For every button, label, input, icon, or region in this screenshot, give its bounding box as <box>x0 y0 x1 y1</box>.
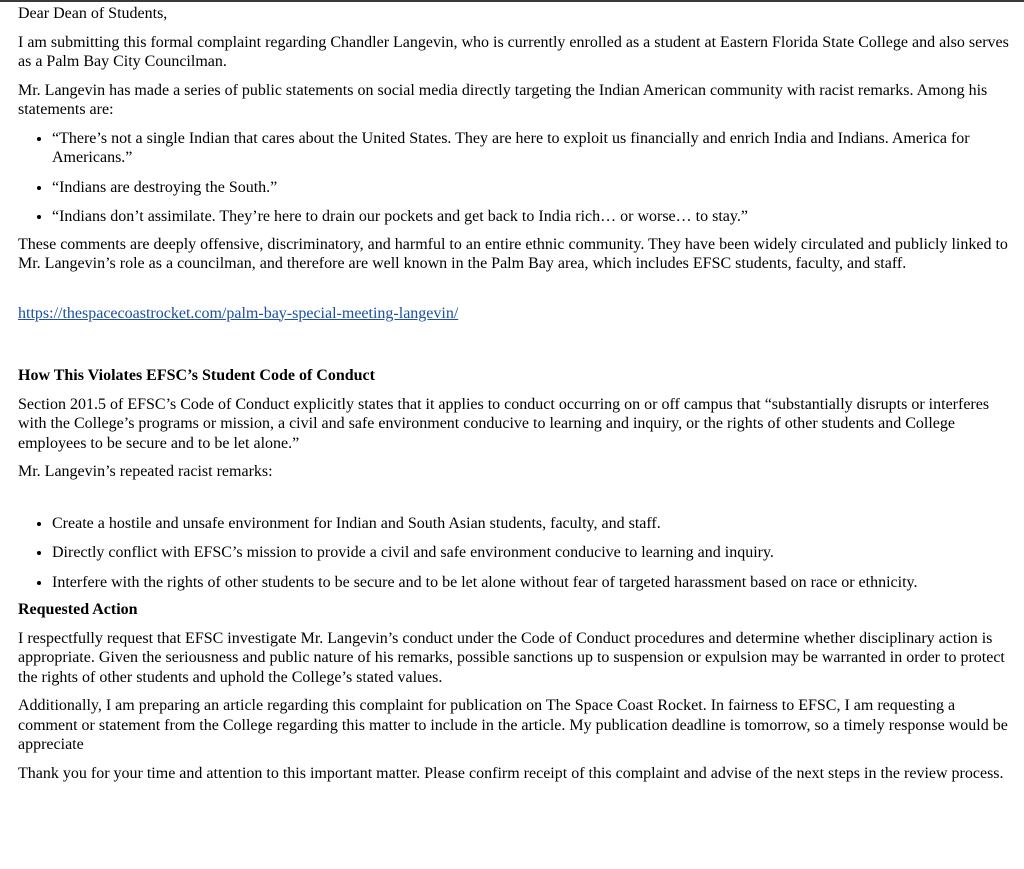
letter-body <box>18 4 1012 792</box>
article-paragraph: Additionally, I am preparing an article regarding this complaint for publication on The Space Coast Rocket. In fairness to EFSC, I am requesting a comment or statement from the College regarding this matter to include in the article. My publication deadline is tomorrow, so a timely response would be appreciate <box>18 697 1008 753</box>
top-border <box>0 0 1024 2</box>
remark-item: • Create a hostile and unsafe environment for Indian and South Asian students, faculty, and staff. <box>52 514 1012 534</box>
article-link[interactable]: https://thespacecoastrocket.com/palm-bay-special-meeting-langevin/ <box>18 304 459 322</box>
impact-paragraph: These comments are deeply offensive, discriminatory, and harmful to an entire ethnic community. They have been widely circulated and publicly linked to Mr. Langevin’s role as a councilman, and therefore are well known in the Palm Bay area, which includes EFSC students, faculty, and staff. <box>18 235 1008 272</box>
quotes-list <box>18 129 1012 227</box>
remark-item: • Directly conflict with EFSC’s mission to provide a civil and safe environment conducive to learning and inquiry. <box>52 543 1012 563</box>
request-paragraph: I respectfully request that EFSC investigate Mr. Langevin’s conduct under the Code of Conduct procedures and determine whether disciplinary action is appropriate. Given the seriousness and public nature of his remarks, possible sanctions up to suspension or expulsion may be warranted in order to protect the rights of other students and uphold the College’s stated values. <box>18 629 1005 686</box>
remarks-list <box>18 514 1012 593</box>
remarks-intro-paragraph: Mr. Langevin’s repeated racist remarks: <box>18 463 273 480</box>
closing-paragraph: Thank you for your time and attention to this important matter. Please confirm receipt of this complaint and advise of the next steps in the review process. <box>18 764 1004 782</box>
remark-item: • Interfere with the rights of other students to be secure and to be let alone without fear of targeted harassment based on race or ethnicity. <box>52 573 1012 593</box>
section-paragraph: Section 201.5 of EFSC’s Code of Conduct explicitly states that it applies to conduct occurring on or off campus that “substantially disrupts or interferes with the College’s programs or mission, a civil and safe environment conducive to learning and inquiry, or the rights of other students and College employees to be secure and to be let alone.” <box>18 395 990 452</box>
link-paragraph <box>18 304 1012 324</box>
quote-item: • “Indians don’t assimilate. They’re here to drain our pockets and get back to India rich… or worse… to stay.” <box>52 207 1012 227</box>
statements-intro-paragraph: Mr. Langevin has made a series of public statements on social media directly targeting the Indian American community with racist remarks. Among his statements are: <box>18 81 988 118</box>
quote-item: • “Indians are destroying the South.” <box>52 178 1012 198</box>
greeting: Dear Dean of Students, <box>18 5 168 22</box>
violation-heading: How This Violates EFSC’s Student Code of Conduct <box>18 367 375 384</box>
quote-item: • “There’s not a single Indian that cares about the United States. They are here to exploit us financially and enrich India and Indians. America for Americans.” <box>52 129 1012 168</box>
intro-paragraph: I am submitting this formal complaint regarding Chandler Langevin, who is currently enrolled as a student at Eastern Florida State College and also serves as a Palm Bay City Councilman. <box>18 33 1009 70</box>
requested-action-heading: Requested Action <box>18 601 138 618</box>
